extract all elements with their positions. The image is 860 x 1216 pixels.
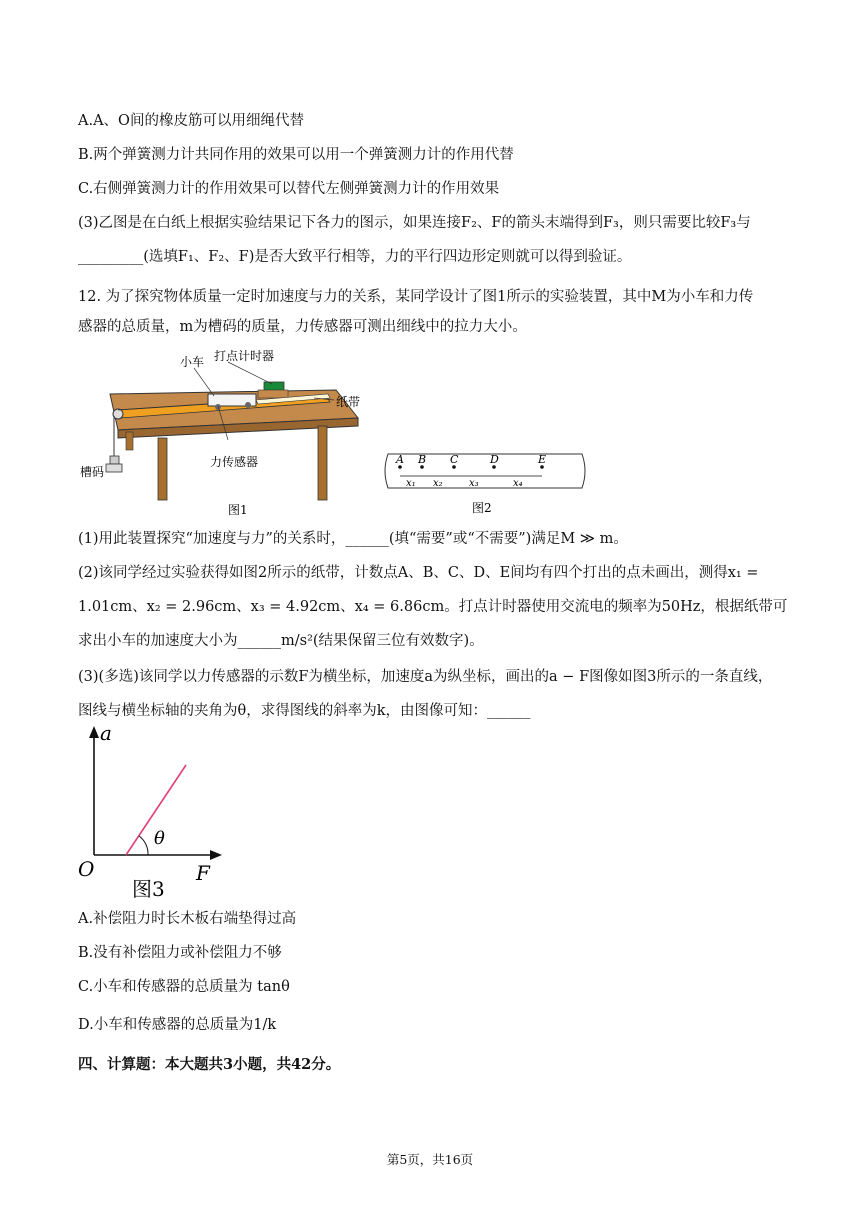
option-c-line: C.右侧弹簧测力计的作用效果可以替代左侧弹簧测力计的作用效果 — [78, 181, 500, 197]
tape-point-label-D: D — [490, 453, 499, 466]
origin-label: O — [78, 857, 95, 881]
choice-b-line: B.没有补偿阻力或补偿阻力不够 — [78, 945, 282, 961]
question-2-line2: 1.01cm、x₂ = 2.96cm、x₃ = 4.92cm、x₄ = 6.86cm。打点计时器使用交流电的频率为50Hz，根据纸带可 — [78, 599, 788, 615]
figure-1-caption: 图1 — [228, 503, 248, 517]
label-weight: 槽码 — [80, 465, 105, 479]
figure-2-tape — [382, 446, 592, 520]
tape-point-label-B: B — [418, 453, 427, 466]
figure-1-apparatus — [78, 344, 368, 520]
choice-a-line: A.补偿阻力时长木板右端垫得过高 — [78, 911, 297, 927]
question-3b-line1: (3)(多选)该同学以力传感器的示数F为横坐标，加速度a为纵坐标，画出的a − F图像如图3所示的一条直线， — [78, 669, 773, 685]
figure-3-graph — [76, 720, 236, 900]
axis-f-label: F — [196, 861, 210, 885]
question-3-blank-line: _________(选填F₁、F₂、F)是否大致平行相等，力的平行四边形定则就可以得到验证。 — [78, 249, 632, 265]
label-timer: 打点计时器 — [214, 349, 275, 363]
angle-label: θ — [154, 828, 165, 849]
problem-12-line2: 感器的总质量，m为槽码的质量，力传感器可测出细线中的拉力大小。 — [78, 319, 527, 335]
tape-point-label-A: A — [396, 453, 404, 466]
question-3-line: (3)乙图是在白纸上根据实验结果记下各力的图示，如果连接F₂、F的箭头末端得到F₃，则只需要比较F₃与 — [78, 215, 751, 231]
choice-c-line: C.小车和传感器的总质量为 tanθ — [78, 979, 290, 995]
problem-12-line1: 12. 为了探究物体质量一定时加速度与力的关系，某同学设计了图1所示的实验装置，其中M为小车和力传 — [78, 289, 754, 305]
option-b-line: B.两个弹簧测力计共同作用的效果可以用一个弹簧测力计的作用代替 — [78, 147, 514, 163]
figure-2-caption: 图2 — [472, 501, 492, 515]
axis-a-label: a — [100, 721, 112, 745]
tape-segment-label: x₃ — [469, 478, 479, 489]
section-4-heading: 四、计算题：本大题共3小题，共42分。 — [78, 1056, 341, 1073]
tape-segment-label: x₂ — [433, 478, 443, 489]
figure-3-caption: 图3 — [132, 877, 165, 900]
label-tape: 纸带 — [336, 395, 361, 409]
option-a-line: A.A、O间的橡皮筋可以用细绳代替 — [78, 113, 304, 129]
question-2-line1: (2)该同学经过实验获得如图2所示的纸带，计数点A、B、C、D、E间均有四个打出的点未画出，测得x₁ = — [78, 565, 759, 581]
label-cart: 小车 — [180, 355, 205, 369]
question-2-line3: 求出小车的加速度大小为______m/s²(结果保留三位有效数字)。 — [78, 633, 484, 649]
tape-point-label-E: E — [538, 453, 547, 466]
question-3b-line2: 图线与横坐标轴的夹角为θ，求得图线的斜率为k，由图像可知：______ — [78, 703, 531, 719]
question-1-line: (1)用此装置探究“加速度与力”的关系时，______(填“需要”或“不需要”)满足M ≫ m。 — [78, 531, 628, 547]
choice-d-line: D.小车和传感器的总质量为1/k — [78, 1017, 277, 1033]
tape-point-label-C: C — [450, 453, 459, 466]
label-sensor: 力传感器 — [210, 455, 259, 469]
tape-segment-label: x₄ — [513, 478, 523, 489]
tape-segment-label: x₁ — [406, 478, 416, 489]
page-footer: 第5页，共16页 — [386, 1152, 474, 1167]
